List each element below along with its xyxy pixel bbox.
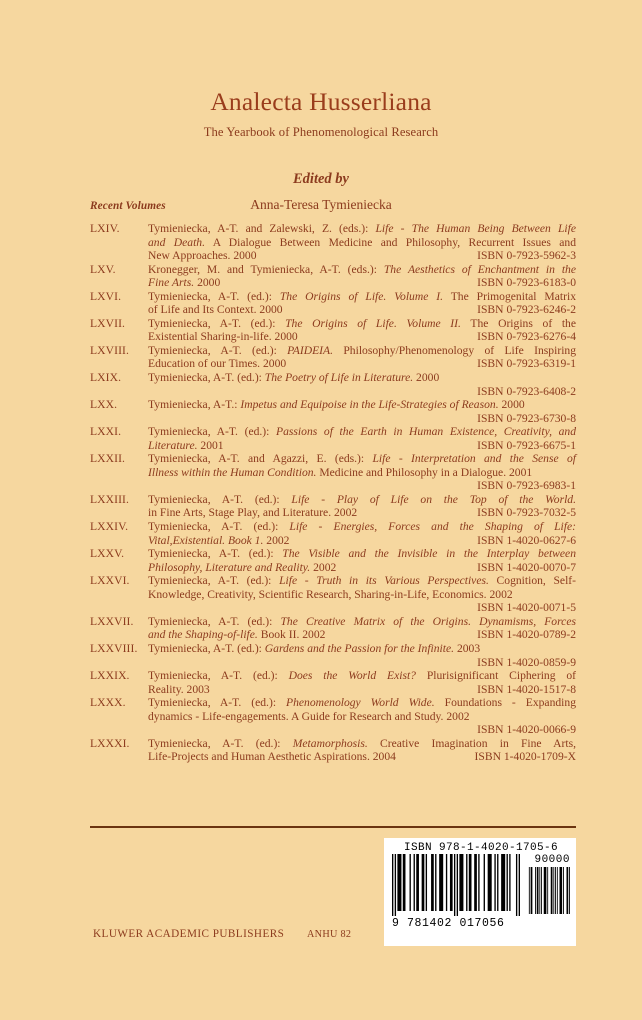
volume-entry: [90, 493, 576, 520]
volume-isbn: ISBN 1-4020-0627-6: [477, 533, 576, 547]
volume-text-line: Tymieniecka, A-T. (ed.): Life - Energies, Forces and the Shaping of Life:: [148, 520, 577, 534]
volume-number: LXXVI.: [90, 574, 130, 588]
volume-description: [148, 452, 576, 493]
ean13-bars: [392, 854, 520, 916]
volume-entry: [90, 263, 576, 290]
volume-isbn: ISBN 0-7923-6246-2: [477, 303, 576, 317]
volume-description: [148, 737, 576, 764]
volume-description: [148, 263, 576, 290]
volume-text-line: Tymieniecka, A-T. and Agazzi, E. (eds.): Life - Interpretation and the Sense of: [148, 452, 576, 466]
volume-description: [148, 669, 576, 696]
volume-entry: [90, 737, 576, 764]
volume-text-line: Tymieniecka, A-T. (ed.): The Visible and the Invisible in the Interplay between: [148, 547, 577, 561]
volume-isbn: ISBN 0-7923-6983-1: [477, 479, 576, 493]
volume-isbn: ISBN 0-7923-5962-3: [477, 249, 576, 263]
volume-text-line: Tymieniecka, A-T. (ed.): Phenomenology World Wide. Foundations - Expanding: [148, 696, 576, 710]
volume-description: [148, 344, 576, 371]
volume-text-line: and the Shaping-of-life. Book II. 2002 ISBN 1-4020-0789-2: [148, 628, 576, 642]
series-code: ANHU 82: [307, 929, 352, 940]
volume-text-line: Reality. 2003 ISBN 1-4020-1517-8: [148, 682, 576, 696]
volume-text-line: Education of our Times. 2000 ISBN 0-7923-6319-1: [148, 357, 576, 371]
recent-volumes-heading: Recent Volumes: [90, 200, 166, 212]
volume-entry: [90, 520, 576, 547]
journal-subtitle: The Yearbook of Phenomenological Research: [203, 125, 439, 140]
volume-description: [148, 398, 576, 425]
volume-entry: [90, 547, 576, 574]
edited-by-label: Edited by: [293, 171, 349, 188]
volume-entry: [90, 290, 576, 317]
volume-number: LXX.: [90, 398, 118, 412]
volume-description: [148, 222, 576, 263]
ean5-addon-bars: [528, 867, 570, 919]
volume-entry: [90, 669, 576, 696]
volume-description: [148, 696, 576, 737]
volume-text-line: Philosophy, Literature and Reality. 2002 ISBN 1-4020-0070-7: [148, 560, 576, 574]
volume-text-line: Existential Sharing-in-life. 2000 ISBN 0-7923-6276-4: [148, 330, 576, 344]
volume-text-line: Tymieniecka, A-T. (ed.): The Origins of Life. Volume II. The Origins of the: [148, 316, 577, 330]
volume-entry: [90, 222, 576, 263]
volume-text-line: Tymieniecka, A-T. (ed.): Passions of the Earth in Human Existence, Creativity, and: [148, 425, 577, 439]
volume-isbn: ISBN 0-7923-6675-1: [477, 438, 576, 452]
volume-isbn: ISBN 1-4020-0071-5: [477, 601, 576, 615]
volume-text-line: Tymieniecka, A-T. (ed.): The Poetry of Life in Literature. 2000: [148, 371, 440, 385]
isbn-barcode: [384, 838, 576, 946]
volume-number: LXXIII.: [90, 492, 130, 506]
volume-isbn: ISBN 0-7923-6730-8: [477, 411, 576, 425]
publisher-name: KLUWER ACADEMIC PUBLISHERS: [93, 928, 285, 940]
volume-text-line: Tymieniecka, A-T. (ed.): Does the World Exist? Plurisignificant Ciphering of: [148, 669, 576, 683]
volume-isbn: ISBN 1-4020-1709-X: [474, 750, 576, 764]
journal-title: Analecta Husserliana: [210, 87, 432, 116]
volume-text-line: Illness within the Human Condition. Medicine and Philosophy in a Dialogue. 2001: [148, 465, 533, 479]
volume-number: LXXI.: [90, 425, 122, 439]
volume-entry: [90, 452, 576, 493]
volume-number: LXV.: [90, 262, 116, 276]
volume-entry: [90, 425, 576, 452]
volume-entry: [90, 642, 576, 669]
volume-isbn: ISBN 0-7923-7032-5: [477, 506, 576, 520]
volume-text-line: Life-Projects and Human Aesthetic Aspirations. 2004 ISBN 1-4020-1709-X: [148, 750, 576, 764]
volume-description: [148, 493, 576, 520]
volume-text-line: Tymieniecka, A-T. (ed.): The Origins of Life. Volume I. The Primogenital Matrix: [148, 289, 576, 303]
volume-text-line: Fine Arts. 2000 ISBN 0-7923-6183-0: [148, 276, 576, 290]
volume-text-line: Knowledge, Creativity, Scientific Research, Sharing-in-Life, Economics. 2002: [148, 587, 513, 601]
volume-number: LXXVII.: [90, 614, 134, 628]
volume-text-line: Tymieniecka, A-T. (ed.): The Creative Matrix of the Origins. Dynamisms, Forces: [148, 614, 576, 628]
volume-entry: [90, 615, 576, 642]
volume-description: [148, 642, 576, 669]
volume-isbn: ISBN 0-7923-6319-1: [477, 357, 576, 371]
volume-isbn: ISBN 1-4020-0066-9: [477, 723, 576, 737]
volume-description: [148, 520, 576, 547]
volume-text-line: Literature. 2001 ISBN 0-7923-6675-1: [148, 438, 576, 452]
volume-description: [148, 547, 576, 574]
volume-text-line: Vital,Existential. Book 1. 2002 ISBN 1-4020-0627-6: [148, 533, 576, 547]
volume-number: LXXIV.: [90, 520, 129, 534]
volume-number: LXVII.: [90, 316, 126, 330]
volume-entry: [90, 317, 576, 344]
volume-text-line: and Death. A Dialogue Between Medicine and Philosophy, Recurrent Issues and: [148, 235, 576, 249]
volume-text-line: Tymieniecka, A-T. (ed.): Gardens and the Passion for the Infinite. 2003: [148, 641, 481, 655]
volume-isbn: ISBN 1-4020-1517-8: [477, 682, 576, 696]
recent-volumes-list: [90, 222, 576, 764]
volume-text-line: Kronegger, M. and Tymieniecka, A-T. (eds.): The Aesthetics of Enchantment in the: [148, 262, 576, 276]
volume-number: LXXII.: [90, 452, 126, 466]
volume-isbn: ISBN 1-4020-0789-2: [477, 628, 576, 642]
volume-text-line: Tymieniecka, A-T. (ed.): PAIDEIA. Philosophy/Phenomenology of Life Inspiring: [148, 343, 577, 357]
barcode-digits: 9 781402 017056: [392, 917, 505, 930]
volume-isbn: ISBN 0-7923-6276-4: [477, 330, 576, 344]
volume-isbn: ISBN 1-4020-0070-7: [477, 560, 576, 574]
volume-description: [148, 371, 576, 398]
editor-name: Anna-Teresa Tymieniecka: [250, 197, 392, 213]
volume-entry: [90, 574, 576, 615]
barcode-isbn-text: ISBN 978-1-4020-1705-6: [403, 842, 559, 854]
volume-number: LXXV.: [90, 547, 125, 561]
volume-text-line: New Approaches. 2000 ISBN 0-7923-5962-3: [148, 249, 576, 263]
volume-text-line: Tymieniecka, A-T.: Impetus and Equipoise in the Life-Strategies of Reason. 2000: [148, 398, 525, 412]
volume-description: [148, 615, 576, 642]
volume-entry: [90, 696, 576, 737]
footer-divider: [90, 826, 576, 828]
volume-text-line: in Fine Arts, Stage Play, and Literature. 2002 ISBN 0-7923-7032-5: [148, 506, 576, 520]
volume-text-line: Tymieniecka, A-T. (ed.): Life - Play of Life on the Top of the World.: [148, 492, 576, 506]
volume-description: [148, 317, 576, 344]
volume-description: [148, 425, 576, 452]
volume-text-line: Tymieniecka, A-T. (ed.): Life - Truth in its Various Perspectives. Cognition, Self-: [148, 574, 577, 588]
volume-number: LXVI.: [90, 289, 122, 303]
volume-isbn: ISBN 0-7923-6183-0: [477, 276, 576, 290]
volume-number: LXIV.: [90, 222, 120, 235]
volume-text-line: dynamics - Life-engagements. A Guide for Research and Study. 2002: [148, 709, 470, 723]
volume-text-line: of Life and Its Context. 2000 ISBN 0-7923-6246-2: [148, 303, 576, 317]
volume-isbn: ISBN 1-4020-0859-9: [477, 655, 576, 669]
volume-text-line: Tymieniecka, A-T. and Zalewski, Z. (eds.): Life - The Human Being Between Life: [148, 222, 576, 235]
volume-number: LXIX.: [90, 371, 122, 385]
masthead: [0, 88, 642, 213]
volume-entry: [90, 371, 576, 398]
volume-number: LXVIII.: [90, 343, 130, 357]
volume-text-line: Tymieniecka, A-T. (ed.): Metamorphosis. Creative Imagination in Fine Arts,: [148, 736, 577, 750]
volume-isbn: ISBN 0-7923-6408-2: [477, 384, 576, 398]
volume-number: LXXXI.: [90, 736, 130, 750]
volume-number: LXXIX.: [90, 669, 130, 683]
volume-number: LXXX.: [90, 696, 126, 710]
volume-description: [148, 574, 576, 615]
volume-entry: [90, 398, 576, 425]
volume-entry: [90, 344, 576, 371]
volume-description: [148, 290, 576, 317]
volume-number: LXXVIII.: [90, 641, 138, 655]
barcode-addon-digits: 90000: [534, 854, 570, 866]
